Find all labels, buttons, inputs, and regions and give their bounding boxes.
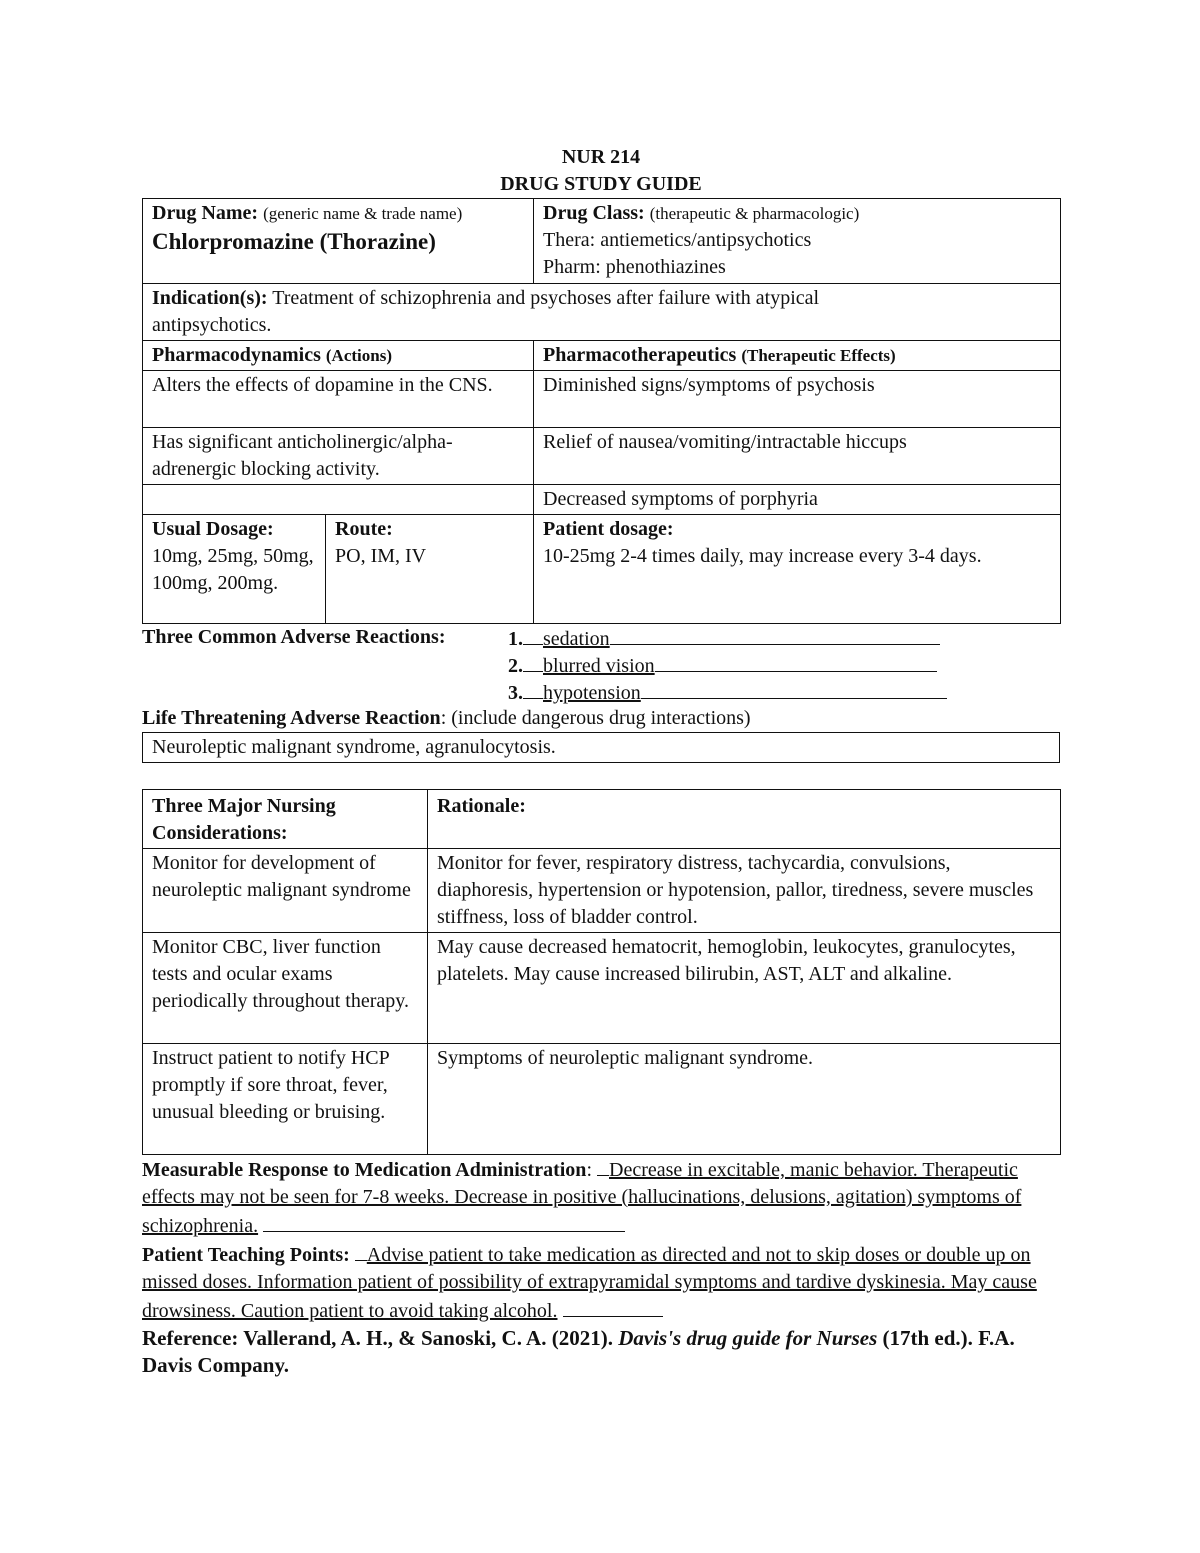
patient-dosage-value: 10-25mg 2-4 times daily, may increase every 3-4 days. — [543, 545, 982, 567]
measurable-response-label: Measurable Response to Medication Administration — [142, 1159, 587, 1181]
adverse-reactions-label: Three Common Adverse Reactions: — [142, 626, 446, 648]
reference-prefix: Reference: Vallerand, A. H., & Sanoski, C. A. (2021). — [142, 1326, 619, 1350]
consideration-cell: Monitor CBC, liver function tests and ocular exams periodically throughout therapy. — [143, 933, 428, 1044]
page-title: DRUG STUDY GUIDE — [500, 173, 702, 195]
drug-class-thera: Thera: antiemetics/antipsychotics — [543, 229, 812, 251]
adverse-reaction-item — [142, 678, 1060, 705]
drug-class-pharm: Pharm: phenothiazines — [543, 256, 726, 278]
nursing-row — [143, 1044, 1061, 1155]
pharmaco-header-row — [143, 341, 1061, 371]
blank-line — [355, 1240, 367, 1261]
drug-name-hint: (generic name & trade name) — [263, 204, 463, 223]
label-separator: : — [586, 1159, 597, 1181]
blank-line — [523, 651, 543, 672]
adverse-reaction-number — [508, 624, 940, 653]
item-number: 2. — [508, 655, 523, 677]
indication-label: Indication(s): — [152, 287, 268, 309]
pharmaco-row — [143, 428, 1061, 485]
effect-cell: Diminished signs/symptoms of psychosis — [534, 371, 1061, 428]
consideration-cell: Monitor for development of neuroleptic malignant syndrome — [143, 849, 428, 933]
route-cell — [326, 515, 534, 624]
blank-line — [641, 678, 947, 699]
pharmacotherapeutics-label: Pharmacotherapeutics — [543, 344, 737, 366]
blank-line — [610, 624, 940, 645]
life-threatening-label: Life Threatening Adverse Reaction — [142, 707, 441, 729]
adverse-reaction-text: blurred vision — [543, 655, 655, 677]
blank-line — [563, 1296, 663, 1317]
nursing-row — [143, 933, 1061, 1044]
patient-dosage-label: Patient dosage: — [543, 518, 674, 540]
adverse-reactions-block — [142, 624, 1060, 763]
course-code: NUR 214 — [561, 146, 641, 168]
life-threatening-hint: : (include dangerous drug interactions) — [440, 707, 751, 729]
usual-dosage-value: 10mg, 25mg, 50mg, 100mg, 200mg. — [152, 545, 314, 594]
item-number: 1. — [508, 628, 523, 650]
adverse-reaction-item — [142, 624, 1060, 651]
adverse-reaction-number — [508, 651, 937, 680]
item-number: 3. — [508, 682, 523, 704]
drug-name-label: Drug Name: — [152, 202, 259, 224]
blank-line — [523, 624, 543, 645]
nursing-row — [143, 849, 1061, 933]
indication-cell — [143, 284, 1061, 341]
rationale-cell: Symptoms of neuroleptic malignant syndrome. — [428, 1044, 1061, 1155]
patient-teaching — [142, 1240, 1060, 1325]
drug-study-guide-page — [142, 144, 1060, 1379]
drug-class-cell — [534, 199, 1061, 284]
pharmacodynamics-label: Pharmacodynamics — [152, 344, 321, 366]
drug-class-hint: (therapeutic & pharmacologic) — [649, 204, 860, 223]
pharmacodynamics-hint: (Actions) — [325, 346, 392, 365]
nursing-considerations-table — [142, 789, 1061, 1155]
indication-row — [143, 284, 1061, 341]
effect-cell: Decreased symptoms of porphyria — [534, 485, 1061, 515]
drug-info-table — [142, 198, 1061, 624]
usual-dosage-cell — [143, 515, 326, 624]
pharmacotherapeutics-header — [534, 341, 1061, 371]
pharmaco-row — [143, 371, 1061, 428]
route-label: Route: — [335, 518, 393, 540]
reference-suffix: (17th ed.). F.A. Davis Company. — [142, 1326, 1015, 1377]
drug-name-value: Chlorpromazine (Thorazine) — [152, 229, 436, 254]
nursing-considerations-header: Three Major Nursing Considerations: — [143, 790, 428, 849]
drug-name-cell — [143, 199, 534, 284]
pharmacotherapeutics-hint: (Therapeutic Effects) — [741, 346, 896, 365]
reference-book-title: Davis's drug guide for Nurses — [618, 1326, 878, 1350]
blank-line — [523, 678, 543, 699]
reference — [142, 1325, 1060, 1379]
rationale-cell: May cause decreased hematocrit, hemoglobin, leukocytes, granulocytes, platelets. May cause increased bilirubin, AST, ALT and alkaline. — [428, 933, 1061, 1044]
action-cell: Has significant anticholinergic/alpha-adrenergic blocking activity. — [143, 428, 534, 485]
blank-line — [263, 1211, 625, 1232]
adverse-reaction-number — [508, 678, 947, 707]
action-cell: Alters the effects of dopamine in the CNS. — [143, 371, 534, 428]
action-cell — [143, 485, 534, 515]
adverse-reaction-text: sedation — [543, 628, 610, 650]
measurable-response — [142, 1155, 1060, 1240]
measurable-response-text: Decrease in excitable, manic behavior. Therapeutic effects may not be seen for 7-8 weeks. Decrease in positive (hallucinations, delusions, agitation) symptoms of schizophrenia. — [142, 1159, 1022, 1237]
route-value: PO, IM, IV — [335, 545, 427, 567]
life-threatening-heading — [142, 705, 1060, 732]
drug-class-label: Drug Class: — [543, 202, 645, 224]
indication-text: Treatment of schizophrenia and psychoses after failure with atypical antipsychotics. — [152, 287, 820, 336]
dosage-row — [143, 515, 1061, 624]
pharmaco-row — [143, 485, 1061, 515]
rationale-header: Rationale: — [428, 790, 1061, 849]
rationale-cell: Monitor for fever, respiratory distress, tachycardia, convulsions, diaphoresis, hypertension or hypotension, pallor, tiredness, severe muscles stiffness, loss of bladder control. — [428, 849, 1061, 933]
patient-dosage-cell — [534, 515, 1061, 624]
blank-line — [597, 1155, 609, 1176]
usual-dosage-label: Usual Dosage: — [152, 518, 274, 540]
nursing-header-row — [143, 790, 1061, 849]
drug-name-class-row — [143, 199, 1061, 284]
effect-cell: Relief of nausea/vomiting/intractable hiccups — [534, 428, 1061, 485]
patient-teaching-text: Advise patient to take medication as directed and not to skip doses or double up on missed doses. Information patient of possibility of extrapyramidal symptoms and tardive dyskinesia. May cause drowsiness. Caution patient to avoid taking alcohol. — [142, 1244, 1037, 1322]
blank-line — [655, 651, 937, 672]
pharmacodynamics-header — [143, 341, 534, 371]
life-threatening-table — [142, 732, 1060, 763]
consideration-cell: Instruct patient to notify HCP promptly if sore throat, fever, unusual bleeding or bruising. — [143, 1044, 428, 1155]
life-threatening-value: Neuroleptic malignant syndrome, agranulocytosis. — [143, 733, 1060, 763]
patient-teaching-label: Patient Teaching Points: — [142, 1244, 350, 1266]
adverse-reaction-text: hypotension — [543, 682, 641, 704]
adverse-reaction-item — [142, 651, 1060, 678]
